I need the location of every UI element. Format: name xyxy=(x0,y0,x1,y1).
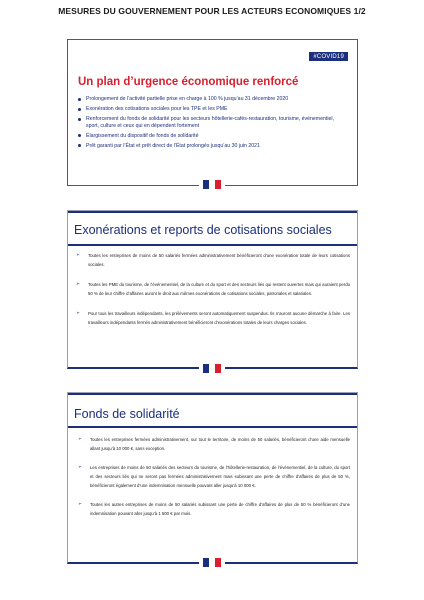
plan-list xyxy=(78,96,346,153)
covid-tag: #COVID19 xyxy=(309,52,348,61)
plan-heading: Un plan d’urgence économique renforcé xyxy=(78,76,299,88)
heading-divider xyxy=(68,244,357,246)
list-item: ➢ Toutes les autres entreprises de moins de 50 salariés subissant une perte de chiffre d’affaires de plus de 50 % bénéficieront d’une indemnisation pouvant aller jusqu’à 1 500 € par mois. xyxy=(76,500,350,518)
fonds-heading: Fonds de solidarité xyxy=(74,407,180,421)
list-item: Élargissement du dispositif de fonds de solidarité xyxy=(78,133,346,140)
list-item: Exonération des cotisations sociales pour les TPE et les PME xyxy=(78,106,346,113)
list-item: ➢ Les entreprises de moins de 50 salariés des secteurs du tourisme, de l’hôtellerie-restauration, de l’événementiel, de la culture, du sport et des secteurs liés qui ne seront pas fermées administrativement mais subissant une perte de chiffre d’affaires de plus de 50 %, bénéficieront également d’une indemnisation mensuelle pouvant aller jusqu’à 10 000 €. xyxy=(76,463,350,490)
page-title: MESURES DU GOUVERNEMENT POUR LES ACTEURS ECONOMIQUES 1/2 xyxy=(58,6,366,16)
list-item: Prolongement de l’activité partielle prise en charge à 100 % jusqu’au 31 décembre 2020 xyxy=(78,96,346,103)
list-item: Renforcement du fonds de solidarité pour les secteurs hôtellerie-cafés-restauration, tourisme, événementiel, sport, culture et ceux qui en dépendent fortement xyxy=(78,116,346,129)
list-item: ➢ Pour tous les travailleurs indépendants, les prélèvements seront automatiquement suspendus. Ils n’auront aucune démarche à faire. Les travailleurs indépendants fermés administrativement bénéficieront d’exonérations totales de leurs charges sociales. xyxy=(74,309,350,327)
plan-urgence-card xyxy=(67,39,358,186)
list-item: ➢ Toutes les entreprises fermées administrativement, sur tout le territoire, de moins de 50 salariés, bénéficieront d’une aide mensuelle allant jusqu’à 10 000 €, sans exception. xyxy=(76,435,350,453)
list-item: ➢ Toutes les entreprises de moins de 50 salariés fermées administrativement bénéficieront d’une exonération totale de leurs cotisations sociales. xyxy=(74,251,350,269)
list-item: Prêt garanti par l’État et prêt direct de l’État prolongés jusqu’au 30 juin 2021 xyxy=(78,143,346,150)
exonerations-list xyxy=(74,251,350,338)
card-top-border xyxy=(68,211,357,213)
exonerations-card xyxy=(67,210,358,369)
fonds-solidarite-card xyxy=(67,392,358,564)
card-top-border xyxy=(68,393,357,395)
exonerations-heading: Exonérations et reports de cotisations sociales xyxy=(74,223,332,237)
heading-divider xyxy=(68,426,357,428)
french-flag-icon xyxy=(203,180,221,189)
fonds-list xyxy=(76,435,350,528)
list-item: ➢ Toutes les PME du tourisme, de l’événementiel, de la culture et du sport et des secteurs liés qui restent ouvertes mais qui auraient perdu 50 % de leur chiffre d’affaires auront le droit aux mêmes exonérations de cotisations sociales, patronales et salariales. xyxy=(74,280,350,298)
french-flag-icon xyxy=(203,558,221,567)
french-flag-icon xyxy=(203,364,221,373)
